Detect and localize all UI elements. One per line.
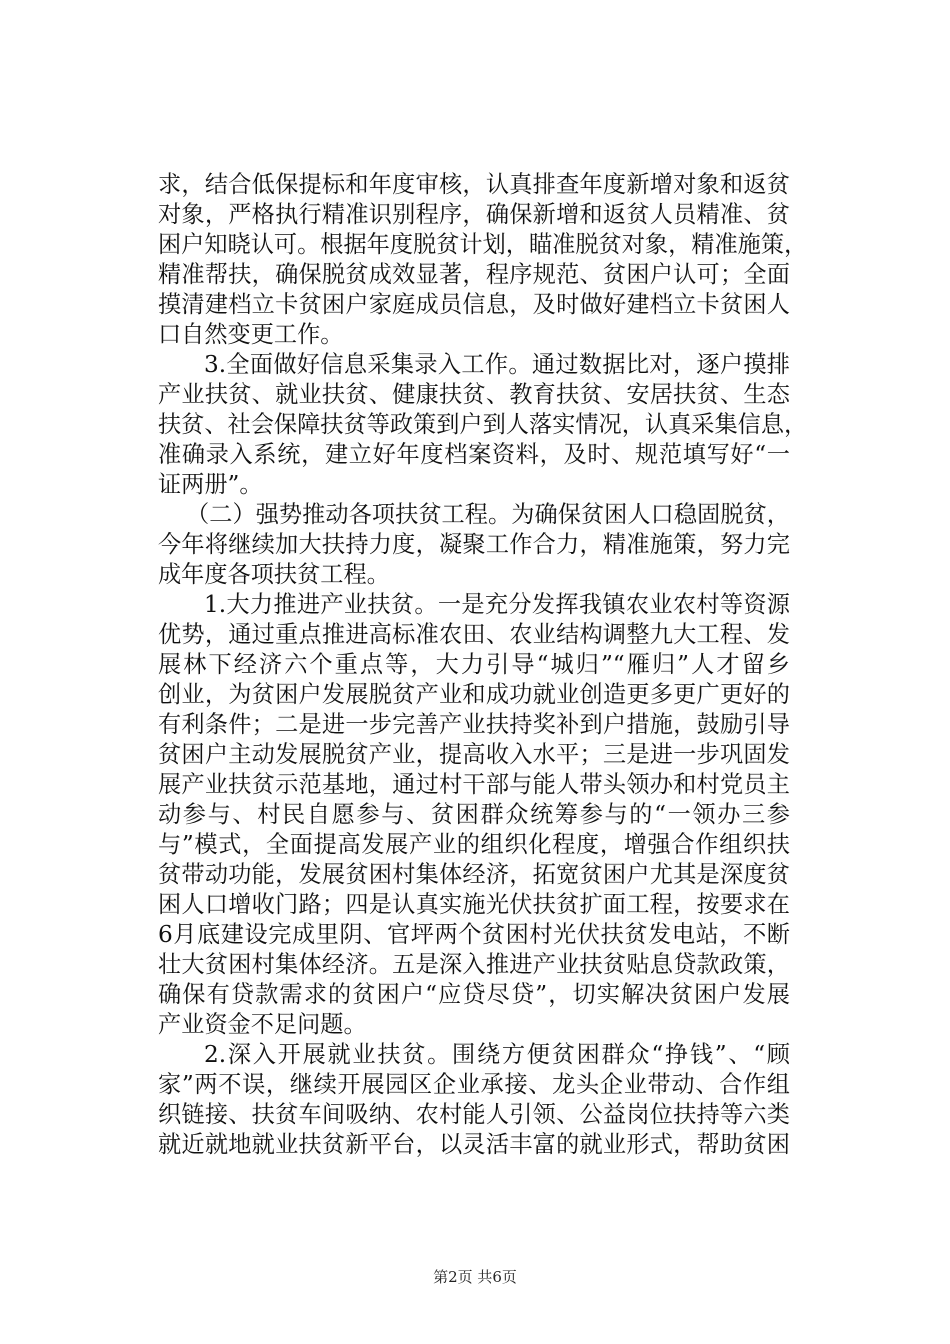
text-line: 成年度各项扶贫工程。 (158, 561, 390, 588)
text-line: 产业扶贫、就业扶贫、健康扶贫、教育扶贫、安居扶贫、生态 (158, 381, 790, 408)
text-line: 优势，通过重点推进高标准农田、农业结构调整九大工程、发 (158, 621, 790, 648)
body-text (158, 170, 808, 1160)
text-line: 口自然变更工作。 (158, 321, 344, 348)
text-line: 家”两不误，继续开展园区企业承接、龙头企业带动、合作组 (158, 1071, 790, 1098)
text-line: 壮大贫困村集体经济。五是深入推进产业扶贫贴息贷款政策， (158, 951, 790, 978)
text-line: 2.深入开展就业扶贫。围绕方便贫困群众“挣钱”、“顾 (204, 1041, 790, 1068)
text-line: 1.大力推进产业扶贫。一是充分发挥我镇农业农村等资源 (204, 591, 790, 618)
text-line: 展林下经济六个重点等，大力引导“城归”“雁归”人才留乡 (158, 651, 790, 678)
page-footer: 第2页 共6页 (433, 1268, 517, 1286)
text-line: 展产业扶贫示范基地，通过村干部与能人带头领办和村党员主 (158, 771, 790, 798)
text-line: 证两册”。 (158, 471, 263, 498)
text-line: 困户知晓认可。根据年度脱贫计划，瞄准脱贫对象，精准施策， (158, 231, 808, 258)
text-line: 就近就地就业扶贫新平台，以灵活丰富的就业形式，帮助贫困 (158, 1131, 790, 1158)
text-line: 贫困户主动发展脱贫产业，提高收入水平；三是进一步巩固发 (158, 741, 790, 768)
text-line: 6月底建设完成里阴、官坪两个贫困村光伏扶贫发电站，不断 (158, 921, 790, 948)
text-line: 确保有贷款需求的贫困户“应贷尽贷”，切实解决贫困户发展 (158, 981, 790, 1008)
text-line: 与”模式，全面提高发展产业的组织化程度，增强合作组织扶 (158, 831, 790, 858)
text-line: 贫带动功能，发展贫困村集体经济，拓宽贫困户尤其是深度贫 (158, 861, 790, 888)
text-line: 困人口增收门路；四是认真实施光伏扶贫扩面工程，按要求在 (158, 891, 790, 918)
text-line: 动参与、村民自愿参与、贫困群众统筹参与的“一领办三参 (158, 801, 790, 828)
text-line: 摸清建档立卡贫困户家庭成员信息，及时做好建档立卡贫困人 (158, 291, 790, 318)
text-line: 今年将继续加大扶持力度，凝聚工作合力，精准施策，努力完 (158, 531, 790, 558)
text-line: 产业资金不足问题。 (158, 1011, 367, 1038)
text-line: 准确录入系统，建立好年度档案资料，及时、规范填写好“一 (158, 441, 790, 468)
text-line: 求，结合低保提标和年度审核，认真排查年度新增对象和返贫 (158, 171, 790, 198)
text-line: 织链接、扶贫车间吸纳、农村能人引领、公益岗位扶持等六类 (158, 1101, 790, 1128)
text-line: 扶贫、社会保障扶贫等政策到户到人落实情况，认真采集信息， (158, 411, 808, 438)
text-line: 精准帮扶，确保脱贫成效显著，程序规范、贫困户认可；全面 (158, 261, 790, 288)
text-line: 对象，严格执行精准识别程序，确保新增和返贫人员精准、贫 (158, 201, 790, 228)
text-line: 3.全面做好信息采集录入工作。通过数据比对，逐户摸排 (204, 351, 790, 378)
text-line: 有利条件；二是进一步完善产业扶持奖补到户措施，鼓励引导 (158, 711, 790, 738)
text-line: 创业，为贫困户发展脱贫产业和成功就业创造更多更广更好的 (158, 681, 790, 708)
text-line: （二）强势推动各项扶贫工程。为确保贫困人口稳固脱贫， (186, 501, 790, 528)
